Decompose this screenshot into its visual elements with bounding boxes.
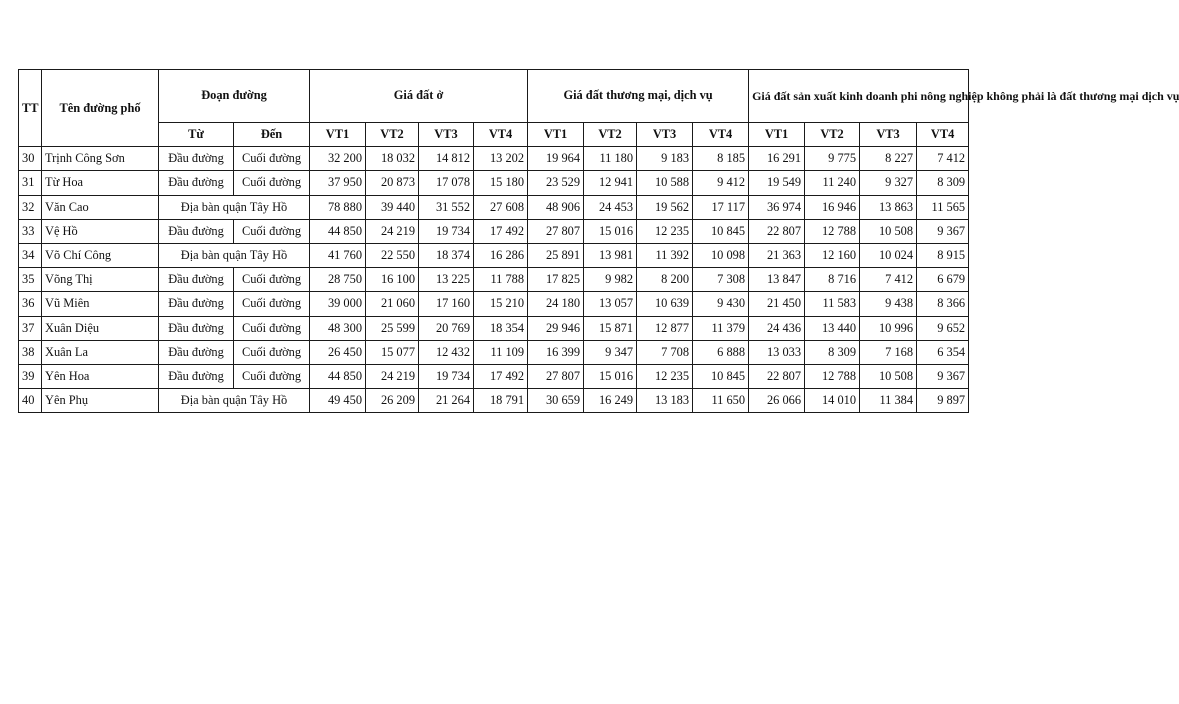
cell-com-vt3: 8 200 xyxy=(637,268,693,292)
cell-com-vt2: 13 057 xyxy=(584,292,637,316)
cell-prod-vt4: 8 309 xyxy=(917,171,969,195)
cell-res-vt3: 12 432 xyxy=(419,340,474,364)
cell-com-vt2: 11 180 xyxy=(584,147,637,171)
header-res-vt1: VT1 xyxy=(310,123,366,147)
cell-res-vt2: 39 440 xyxy=(366,195,419,219)
cell-res-vt2: 20 873 xyxy=(366,171,419,195)
cell-prod-vt3: 9 438 xyxy=(860,292,917,316)
header-com-vt2: VT2 xyxy=(584,123,637,147)
cell-prod-vt4: 8 366 xyxy=(917,292,969,316)
cell-res-vt3: 31 552 xyxy=(419,195,474,219)
cell-prod-vt1: 21 363 xyxy=(749,243,805,267)
cell-com-vt2: 16 249 xyxy=(584,389,637,413)
header-road-segment: Đoạn đường xyxy=(159,70,310,123)
cell-to: Cuối đường xyxy=(234,268,310,292)
header-tt: TT xyxy=(19,70,42,147)
cell-res-vt4: 18 354 xyxy=(474,316,528,340)
cell-tt: 34 xyxy=(19,243,42,267)
cell-prod-vt2: 11 240 xyxy=(805,171,860,195)
cell-com-vt3: 11 392 xyxy=(637,243,693,267)
cell-com-vt2: 15 016 xyxy=(584,364,637,388)
header-residential-price: Giá đất ở xyxy=(310,70,528,123)
cell-tt: 35 xyxy=(19,268,42,292)
cell-res-vt1: 26 450 xyxy=(310,340,366,364)
header-street-name: Tên đường phố xyxy=(42,70,159,147)
cell-com-vt1: 27 807 xyxy=(528,364,584,388)
cell-from: Đầu đường xyxy=(159,171,234,195)
cell-com-vt4: 11 650 xyxy=(693,389,749,413)
cell-com-vt3: 19 562 xyxy=(637,195,693,219)
cell-com-vt2: 24 453 xyxy=(584,195,637,219)
cell-res-vt2: 18 032 xyxy=(366,147,419,171)
cell-com-vt1: 48 906 xyxy=(528,195,584,219)
cell-prod-vt4: 9 367 xyxy=(917,364,969,388)
cell-com-vt2: 12 941 xyxy=(584,171,637,195)
cell-street-name: Võng Thị xyxy=(42,268,159,292)
cell-prod-vt1: 36 974 xyxy=(749,195,805,219)
cell-prod-vt3: 7 412 xyxy=(860,268,917,292)
cell-prod-vt2: 12 160 xyxy=(805,243,860,267)
cell-street-name: Võ Chí Công xyxy=(42,243,159,267)
cell-res-vt1: 37 950 xyxy=(310,171,366,195)
cell-com-vt2: 9 982 xyxy=(584,268,637,292)
cell-com-vt3: 10 588 xyxy=(637,171,693,195)
cell-prod-vt1: 24 436 xyxy=(749,316,805,340)
cell-com-vt4: 9 412 xyxy=(693,171,749,195)
cell-street-name: Từ Hoa xyxy=(42,171,159,195)
cell-res-vt3: 17 160 xyxy=(419,292,474,316)
cell-res-vt4: 11 788 xyxy=(474,268,528,292)
header-commercial-price: Giá đất thương mại, dịch vụ xyxy=(528,70,749,123)
cell-com-vt1: 27 807 xyxy=(528,219,584,243)
cell-prod-vt1: 16 291 xyxy=(749,147,805,171)
cell-from: Đầu đường xyxy=(159,268,234,292)
cell-res-vt2: 24 219 xyxy=(366,219,419,243)
cell-tt: 38 xyxy=(19,340,42,364)
cell-res-vt4: 18 791 xyxy=(474,389,528,413)
header-production-price: Giá đất sản xuất kinh doanh phi nông nghiệp không phải là đất thương mại dịch vụ xyxy=(749,70,969,123)
cell-prod-vt1: 19 549 xyxy=(749,171,805,195)
cell-street-name: Vệ Hồ xyxy=(42,219,159,243)
cell-res-vt1: 49 450 xyxy=(310,389,366,413)
cell-prod-vt3: 10 996 xyxy=(860,316,917,340)
table-row xyxy=(19,316,969,340)
header-from: Từ xyxy=(159,123,234,147)
cell-com-vt3: 13 183 xyxy=(637,389,693,413)
cell-prod-vt1: 13 847 xyxy=(749,268,805,292)
table-row xyxy=(19,147,969,171)
cell-area: Địa bàn quận Tây Hồ xyxy=(159,195,310,219)
cell-res-vt3: 17 078 xyxy=(419,171,474,195)
cell-to: Cuối đường xyxy=(234,364,310,388)
header-prod-vt4: VT4 xyxy=(917,123,969,147)
cell-to: Cuối đường xyxy=(234,171,310,195)
cell-from: Đầu đường xyxy=(159,292,234,316)
cell-com-vt4: 6 888 xyxy=(693,340,749,364)
cell-com-vt1: 23 529 xyxy=(528,171,584,195)
cell-area: Địa bàn quận Tây Hồ xyxy=(159,389,310,413)
cell-com-vt2: 13 981 xyxy=(584,243,637,267)
cell-com-vt4: 7 308 xyxy=(693,268,749,292)
cell-prod-vt4: 9 897 xyxy=(917,389,969,413)
land-price-table xyxy=(18,69,1179,413)
table-row xyxy=(19,171,969,195)
cell-prod-vt3: 10 508 xyxy=(860,219,917,243)
cell-from: Đầu đường xyxy=(159,316,234,340)
cell-com-vt3: 12 235 xyxy=(637,219,693,243)
cell-prod-vt4: 9 367 xyxy=(917,219,969,243)
header-com-vt3: VT3 xyxy=(637,123,693,147)
cell-res-vt1: 48 300 xyxy=(310,316,366,340)
cell-from: Đầu đường xyxy=(159,147,234,171)
cell-com-vt4: 10 845 xyxy=(693,219,749,243)
cell-to: Cuối đường xyxy=(234,340,310,364)
cell-com-vt3: 12 877 xyxy=(637,316,693,340)
cell-prod-vt2: 11 583 xyxy=(805,292,860,316)
cell-area: Địa bàn quận Tây Hồ xyxy=(159,243,310,267)
cell-res-vt2: 26 209 xyxy=(366,389,419,413)
cell-prod-vt2: 13 440 xyxy=(805,316,860,340)
cell-res-vt3: 18 374 xyxy=(419,243,474,267)
cell-prod-vt4: 9 652 xyxy=(917,316,969,340)
cell-tt: 33 xyxy=(19,219,42,243)
cell-prod-vt2: 12 788 xyxy=(805,364,860,388)
cell-res-vt1: 41 760 xyxy=(310,243,366,267)
cell-street-name: Vũ Miên xyxy=(42,292,159,316)
cell-prod-vt2: 12 788 xyxy=(805,219,860,243)
cell-to: Cuối đường xyxy=(234,292,310,316)
cell-tt: 31 xyxy=(19,171,42,195)
cell-res-vt4: 15 210 xyxy=(474,292,528,316)
cell-tt: 37 xyxy=(19,316,42,340)
cell-com-vt1: 30 659 xyxy=(528,389,584,413)
cell-res-vt1: 78 880 xyxy=(310,195,366,219)
cell-res-vt1: 44 850 xyxy=(310,219,366,243)
cell-prod-vt3: 8 227 xyxy=(860,147,917,171)
cell-res-vt2: 25 599 xyxy=(366,316,419,340)
cell-prod-vt3: 10 024 xyxy=(860,243,917,267)
cell-com-vt3: 10 639 xyxy=(637,292,693,316)
cell-com-vt4: 10 845 xyxy=(693,364,749,388)
cell-prod-vt3: 13 863 xyxy=(860,195,917,219)
cell-prod-vt2: 8 309 xyxy=(805,340,860,364)
header-res-vt2: VT2 xyxy=(366,123,419,147)
cell-com-vt2: 15 871 xyxy=(584,316,637,340)
cell-prod-vt3: 10 508 xyxy=(860,364,917,388)
header-prod-vt2: VT2 xyxy=(805,123,860,147)
cell-street-name: Văn Cao xyxy=(42,195,159,219)
cell-res-vt1: 39 000 xyxy=(310,292,366,316)
header-com-vt1: VT1 xyxy=(528,123,584,147)
header-res-vt4: VT4 xyxy=(474,123,528,147)
cell-com-vt4: 17 117 xyxy=(693,195,749,219)
cell-res-vt1: 32 200 xyxy=(310,147,366,171)
cell-com-vt1: 24 180 xyxy=(528,292,584,316)
cell-prod-vt4: 6 354 xyxy=(917,340,969,364)
cell-prod-vt1: 13 033 xyxy=(749,340,805,364)
cell-res-vt3: 20 769 xyxy=(419,316,474,340)
cell-res-vt2: 15 077 xyxy=(366,340,419,364)
header-prod-vt3: VT3 xyxy=(860,123,917,147)
cell-res-vt3: 19 734 xyxy=(419,219,474,243)
cell-street-name: Yên Hoa xyxy=(42,364,159,388)
cell-res-vt4: 17 492 xyxy=(474,364,528,388)
cell-com-vt4: 9 430 xyxy=(693,292,749,316)
cell-prod-vt1: 22 807 xyxy=(749,219,805,243)
cell-com-vt4: 8 185 xyxy=(693,147,749,171)
cell-from: Đầu đường xyxy=(159,340,234,364)
cell-com-vt1: 19 964 xyxy=(528,147,584,171)
cell-prod-vt4: 6 679 xyxy=(917,268,969,292)
cell-to: Cuối đường xyxy=(234,316,310,340)
cell-com-vt3: 12 235 xyxy=(637,364,693,388)
cell-res-vt3: 19 734 xyxy=(419,364,474,388)
cell-prod-vt1: 22 807 xyxy=(749,364,805,388)
cell-res-vt4: 15 180 xyxy=(474,171,528,195)
cell-com-vt1: 16 399 xyxy=(528,340,584,364)
table-row xyxy=(19,268,969,292)
cell-prod-vt1: 21 450 xyxy=(749,292,805,316)
cell-com-vt1: 25 891 xyxy=(528,243,584,267)
cell-res-vt4: 16 286 xyxy=(474,243,528,267)
cell-tt: 32 xyxy=(19,195,42,219)
cell-prod-vt3: 11 384 xyxy=(860,389,917,413)
cell-com-vt3: 9 183 xyxy=(637,147,693,171)
table-row xyxy=(19,292,969,316)
cell-prod-vt2: 14 010 xyxy=(805,389,860,413)
cell-to: Cuối đường xyxy=(234,219,310,243)
cell-prod-vt1: 26 066 xyxy=(749,389,805,413)
cell-tt: 30 xyxy=(19,147,42,171)
header-res-vt3: VT3 xyxy=(419,123,474,147)
cell-com-vt1: 17 825 xyxy=(528,268,584,292)
cell-res-vt4: 11 109 xyxy=(474,340,528,364)
cell-com-vt2: 15 016 xyxy=(584,219,637,243)
cell-res-vt2: 24 219 xyxy=(366,364,419,388)
table-row xyxy=(19,364,969,388)
cell-res-vt1: 44 850 xyxy=(310,364,366,388)
table-row xyxy=(19,389,969,413)
cell-prod-vt3: 9 327 xyxy=(860,171,917,195)
cell-res-vt4: 17 492 xyxy=(474,219,528,243)
cell-res-vt4: 13 202 xyxy=(474,147,528,171)
cell-com-vt3: 7 708 xyxy=(637,340,693,364)
cell-prod-vt4: 11 565 xyxy=(917,195,969,219)
header-com-vt4: VT4 xyxy=(693,123,749,147)
cell-from: Đầu đường xyxy=(159,219,234,243)
table-row xyxy=(19,219,969,243)
table-row xyxy=(19,195,969,219)
cell-street-name: Yên Phụ xyxy=(42,389,159,413)
cell-res-vt2: 21 060 xyxy=(366,292,419,316)
cell-res-vt3: 14 812 xyxy=(419,147,474,171)
header-prod-vt1: VT1 xyxy=(749,123,805,147)
cell-street-name: Xuân Diệu xyxy=(42,316,159,340)
cell-res-vt3: 13 225 xyxy=(419,268,474,292)
cell-com-vt4: 10 098 xyxy=(693,243,749,267)
table-row xyxy=(19,340,969,364)
cell-com-vt2: 9 347 xyxy=(584,340,637,364)
cell-prod-vt2: 16 946 xyxy=(805,195,860,219)
cell-res-vt3: 21 264 xyxy=(419,389,474,413)
cell-prod-vt2: 9 775 xyxy=(805,147,860,171)
header-to: Đến xyxy=(234,123,310,147)
cell-res-vt1: 28 750 xyxy=(310,268,366,292)
cell-res-vt2: 22 550 xyxy=(366,243,419,267)
cell-street-name: Xuân La xyxy=(42,340,159,364)
cell-from: Đầu đường xyxy=(159,364,234,388)
cell-tt: 40 xyxy=(19,389,42,413)
cell-com-vt4: 11 379 xyxy=(693,316,749,340)
cell-prod-vt3: 7 168 xyxy=(860,340,917,364)
cell-res-vt4: 27 608 xyxy=(474,195,528,219)
cell-street-name: Trịnh Công Sơn xyxy=(42,147,159,171)
cell-tt: 39 xyxy=(19,364,42,388)
cell-prod-vt4: 8 915 xyxy=(917,243,969,267)
cell-to: Cuối đường xyxy=(234,147,310,171)
table-row xyxy=(19,243,969,267)
cell-prod-vt4: 7 412 xyxy=(917,147,969,171)
cell-com-vt1: 29 946 xyxy=(528,316,584,340)
cell-res-vt2: 16 100 xyxy=(366,268,419,292)
cell-prod-vt2: 8 716 xyxy=(805,268,860,292)
cell-tt: 36 xyxy=(19,292,42,316)
